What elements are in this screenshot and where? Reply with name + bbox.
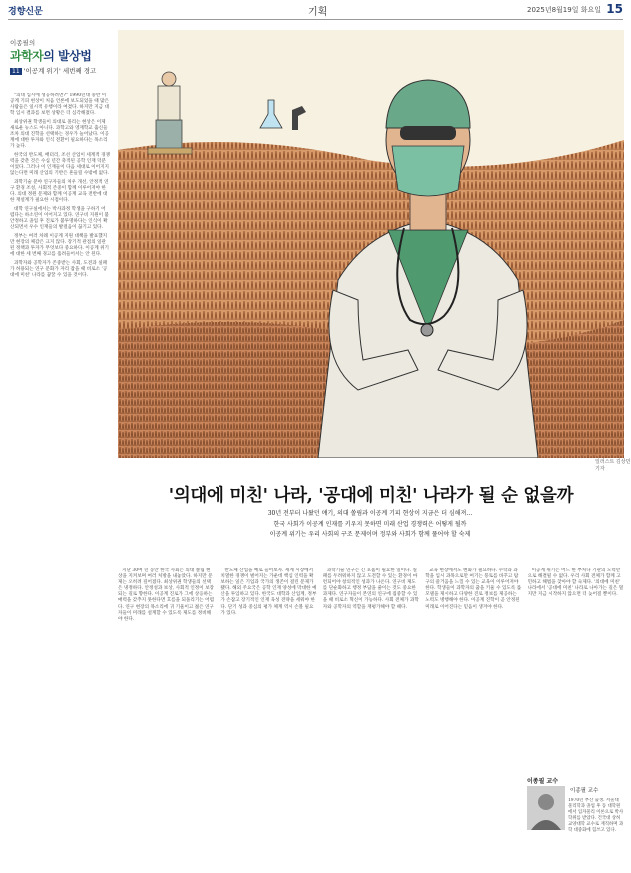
paragraph: 한국의 반도체, 배터리, 조선 산업이 세계적 경쟁력을 갖춘 것은 수십 년간 축적된 공학 인재 덕분이었다. 그러나 이 인재들이 다음 세대로 이어지지 않는다면 미래 산업의 기반은 흔들릴 수밖에 없다. xyxy=(10,153,110,176)
body-paragraph: 반도체 산업을 예로 들어보자. 세계 시장에서 치열한 경쟁이 벌어지는 가운데 핵심 인력을 확보하는 일은 기업과 국가의 생존이 걸린 문제가 됐다. 해외 주요국은 공학 인재 양성에 막대한 예산을 투입하고 있다. 한국도 대학과 산업계, 정부가 손잡고 장기적인 인재 육성 전략을 세워야 한다. 단기 성과 중심의 평가 체계 역시 손볼 필요가 있다. xyxy=(220,568,317,616)
series-kicker: 이종필의 xyxy=(10,39,36,47)
author-photo xyxy=(527,786,565,830)
body-paragraph: 이공계 위기는 어느 한 부처나 기관의 노력만으로 해결될 수 없다. 우리 사회 전체가 함께 고민하고 해법을 찾아야 할 숙제다. '의대에 미친' 나라에서 '공대에 미친' 나라로 나아가는 길은 멀지만 지금 시작하지 않으면 더 늦어질 뿐이다. xyxy=(527,568,624,598)
doctor-illustration xyxy=(118,30,624,458)
paragraph: 대학 연구실에서는 박사과정 학생을 구하기 어렵다는 하소연이 이어지고 있다. 연구비 지원이 불안정하고 졸업 후 진로가 불투명하다는 인식이 확산되면서 우수 인재들의 발걸음이 끊기고 있다. xyxy=(10,207,109,230)
body-column xyxy=(323,568,419,870)
series-title: 과학자의 발상법 xyxy=(10,49,92,63)
paragraph: 과학기술 분야 연구자들의 처우 개선, 안정적 연구 환경 조성, 사회적 존중이 함께 이루어져야 한다. 의대 정원 문제와 함께 이공계 교육 전반에 대한 재설계가 필요한 시점이다. xyxy=(10,180,109,203)
deck-line: 30년 전부터 나왔던 얘기, 의대 쏠림과 이공계 기피 현상이 지금은 더 심해져… xyxy=(267,510,473,517)
illustration-credit: 일러스트 김상민 기자 xyxy=(595,459,631,472)
body-paragraph: 과학기술 연구는 긴 호흡이 필요한 일이다. 실패를 두려워하지 않고 도전할 수 있는 환경이 마련되어야 창의적인 성과가 나온다. 연구비 제도를 단순화하고 행정 부담을 줄이는 것도 중요한 과제다. 연구자들이 본연의 연구에 집중할 수 있을 때 비로소 혁신이 가능하다. 사회 전체가 과학자와 공학자의 역할을 재평가해야 할 때다. xyxy=(322,568,419,610)
masthead xyxy=(8,0,623,20)
series-subtitle: 11 '이공계 위기' 세번째 경고 xyxy=(12,67,97,75)
body-column xyxy=(220,568,316,870)
dateline: 2025년8월19일 화요일 xyxy=(527,6,601,14)
headline: '의대에 미친' 나라, '공대에 미친' 나라가 될 순 없을까 xyxy=(168,486,574,506)
paragraph: 과학자와 공학자가 존중받는 사회, 도전과 실패가 허용되는 연구 문화가 자리 잡을 때 비로소 '공대에 미친' 나라를 꿈꿀 수 있을 것이다. xyxy=(10,261,108,278)
paragraph: "의대 입시에 성공하려면?" 1990년대 중반 이공계 기피 현상이 처음 언론에 보도되었을 때 많은 사람들은 일시적 유행이라 여겼다. 하지만 지금 대학 입시 결과를 보면 상황은 더 심각해졌다. xyxy=(10,93,109,116)
author-name: 이종필 교수 xyxy=(570,788,599,794)
page-number: 15 xyxy=(606,2,623,16)
left-column-text xyxy=(10,93,110,761)
body-paragraph: 지난 30여 년 동안 한국 사회는 의대 쏠림 현상을 지켜보며 여러 처방을 내놓았다. 하지만 문제는 오히려 깊어졌다. 최상위권 학생들의 선택은 냉정하다. 안정성과 보상, 사회적 인정이 보장되는 길로 향한다. 이공계 진로가 그에 상응하는 매력을 갖추지 못한다면 흐름을 되돌리기는 어렵다. 연구 현장의 목소리에 귀 기울이고 젊은 연구자들이 미래를 설계할 수 있도록 제도를 정비해야 한다. xyxy=(118,568,215,622)
body-paragraph: 교육 현장에서도 변화가 필요하다. 수학과 과학을 입시 과목으로만 여기는 풍토를 바꾸고 탐구의 즐거움을 느낄 수 있는 교육이 이루어져야 한다. 학생들이 과학자의 꿈을 키울 수 있도록 롤모델을 제시하고 다양한 진로 정보를 제공하는 노력도 병행해야 한다. 이공계 진학이 곧 안정된 미래로 이어진다는 믿음이 생겨야 한다. xyxy=(425,568,522,610)
deck-line: 이공계 위기는 우리 사회의 구조 문제이며 정부와 사회가 함께 풀어야 할 숙제 xyxy=(269,531,471,538)
series-header xyxy=(10,38,105,75)
deck-line: 한국 사회가 이공계 인재를 키우지 못하면 미래 산업 경쟁력은 어떻게 될까 xyxy=(273,520,467,528)
body-column xyxy=(118,568,214,870)
section-label: 기획 xyxy=(308,7,328,18)
brand-logo: 경향신문 xyxy=(8,7,43,17)
body-column xyxy=(425,568,521,870)
paragraph: 정부는 여러 차례 이공계 지원 대책을 발표했지만 현장의 체감은 크지 않다. 장기적 관점의 일관된 정책과 투자가 무엇보다 중요하다. 이공계 위기에 대한 세 번째 경고를 흘려들어서는 안 된다. xyxy=(10,234,109,257)
illustration xyxy=(118,30,624,458)
author-label: 이종필 교수 xyxy=(527,778,559,785)
series-number: 11 xyxy=(12,68,20,75)
deck xyxy=(140,509,600,541)
author-bio: 1970년 부산 출생. 서울대 물리학과 졸업 후 동 대학원에서 입자물리 이론으로 박사학위를 받았다. 건국대 상허교양대학 교수로 재직하며 과학 대중화에 힘쓰고 있다. xyxy=(568,798,624,833)
paragraph: 최상위권 학생들이 의대로 몰리는 현상은 이제 새로운 뉴스도 아니다. 과학고와 영재학교 출신들조차 의대 진학을 선택하는 경우가 늘어났다. 이공계에 대한 투자와 인식 전환이 필요하다는 목소리가 높다. xyxy=(10,120,109,149)
